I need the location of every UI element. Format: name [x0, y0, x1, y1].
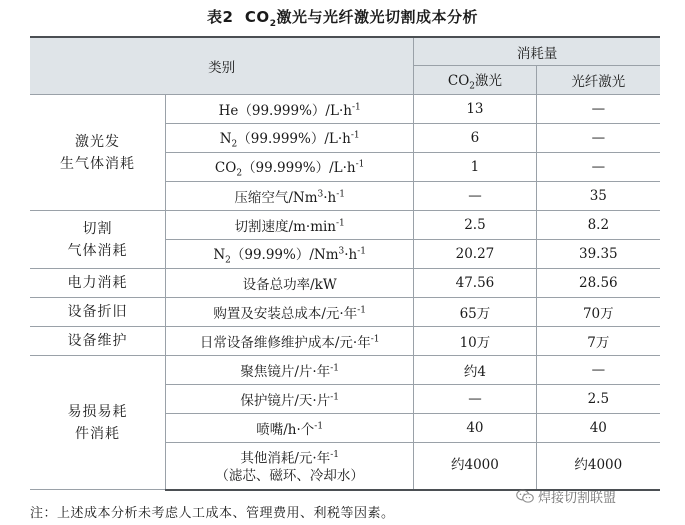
cost-table: [30, 36, 660, 491]
value-fiber: 40: [536, 414, 660, 443]
item-cutting-speed: 切割速度$/m\cdot\min^{-1}$: [166, 211, 414, 240]
value-co2: 47.56: [414, 269, 536, 298]
item-purchase-cost: 购置及安装总成本/元·年$^{-1}$: [166, 298, 414, 327]
value-co2: 10万: [414, 327, 536, 356]
value-co2: 40: [414, 414, 536, 443]
value-co2: 约4: [414, 356, 536, 385]
value-fiber: 39.35: [536, 240, 660, 269]
group-cutting-gas: 切割 气体消耗: [30, 211, 166, 269]
value-fiber: —: [536, 95, 660, 124]
value-co2: —: [414, 385, 536, 414]
item-nozzle: 喷嘴/h·个$^{-1}$: [166, 414, 414, 443]
value-co2: 65万: [414, 298, 536, 327]
value-co2: —: [414, 182, 536, 211]
value-co2: 20.27: [414, 240, 536, 269]
item-n2-laser: $N_2(99.999\%)/L\cdot h^{-1}$: [166, 124, 414, 153]
value-fiber: 70万: [536, 298, 660, 327]
group-maintenance: 设备维护: [30, 327, 166, 356]
value-co2: 13: [414, 95, 536, 124]
table-title: 表2 $CO_2$激光与光纤激光切割成本分析: [207, 8, 478, 29]
item-maintenance-cost: 日常设备维修维护成本/元·年$^{-1}$: [166, 327, 414, 356]
watermark: [516, 486, 616, 506]
value-fiber: 2.5: [536, 385, 660, 414]
header-row: [30, 37, 660, 66]
header-co2-laser: $CO_2$激光: [414, 66, 536, 95]
value-fiber: 7万: [536, 327, 660, 356]
footnote: 注：上述成本分析未考虑人工成本、管理费用、利税等因素。: [30, 506, 395, 521]
table-row: [30, 95, 660, 124]
value-fiber: —: [536, 356, 660, 385]
group-laser-gas: 激光发 生气体消耗: [30, 95, 166, 211]
table-row: [30, 269, 660, 298]
table-row: [30, 356, 660, 385]
item-he: $He(99.999\%)/L\cdot h^{-1}$: [166, 95, 414, 124]
item-total-power: 设备总功率/kW: [166, 269, 414, 298]
table-row: [30, 211, 660, 240]
watermark-text: 焊接切割联盟: [538, 490, 617, 506]
value-fiber: 28.56: [536, 269, 660, 298]
value-fiber: 35: [536, 182, 660, 211]
value-co2: 1: [414, 153, 536, 182]
value-co2: 约4000: [414, 443, 536, 490]
group-consumables: 易损易耗 件消耗: [30, 356, 166, 490]
value-fiber: 约4000: [536, 443, 660, 490]
item-focus-lens: 聚焦镜片/片·年$^{-1}$: [166, 356, 414, 385]
value-fiber: —: [536, 124, 660, 153]
header-fiber-laser: 光纤激光: [536, 66, 660, 95]
table-row: [30, 327, 660, 356]
item-protective-lens: 保护镜片/天·片$^{-1}$: [166, 385, 414, 414]
group-power: 电力消耗: [30, 269, 166, 298]
value-fiber: —: [536, 153, 660, 182]
header-category: 类别: [30, 37, 414, 95]
item-co2-gas: $CO_2(99.999\%)/L\cdot h^{-1}$: [166, 153, 414, 182]
table-row: [30, 298, 660, 327]
item-compressed-air: 压缩空气$/Nm^3\cdot h^{-1}$: [166, 182, 414, 211]
item-n2-cutting: $N_2(99.99\%)/Nm^3\cdot h^{-1}$: [166, 240, 414, 269]
header-consumption: 消耗量: [414, 37, 660, 66]
value-co2: 2.5: [414, 211, 536, 240]
value-fiber: 8.2: [536, 211, 660, 240]
wechat-icon: [516, 489, 534, 504]
item-other-consumables: 其他消耗/元·年$^{-1}$ （滤芯、磁环、冷却水）: [166, 443, 414, 490]
value-co2: 6: [414, 124, 536, 153]
group-depreciation: 设备折旧: [30, 298, 166, 327]
